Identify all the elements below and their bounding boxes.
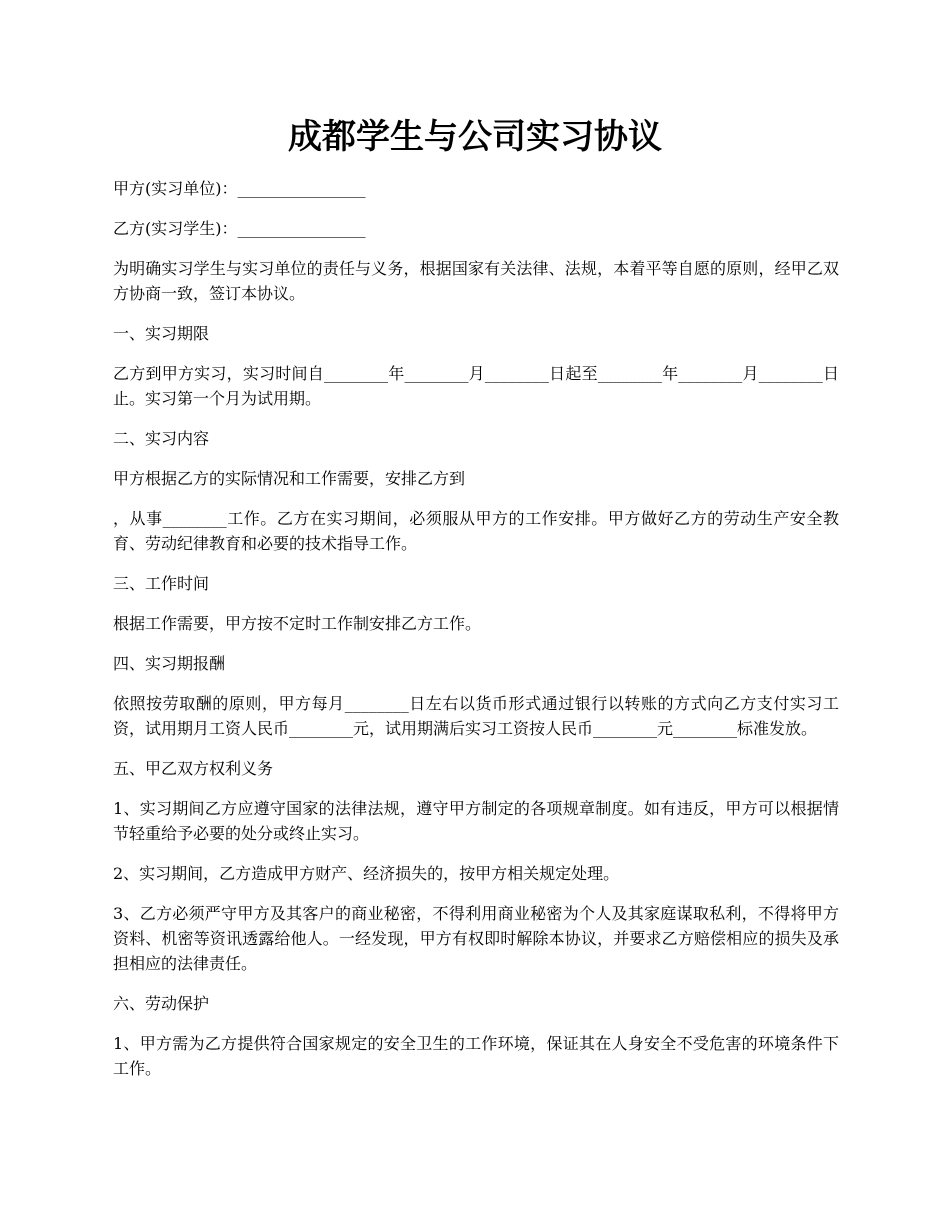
section-heading-protection: 六、劳动保护 (113, 994, 210, 1013)
protection-item-1: 1、甲方需为乙方提供符合国家规定的安全卫生的工作环境，保证其在人身安全不受危害的环境条件下工作。 (113, 1034, 839, 1078)
section-heading-rights: 五、甲乙双方权利义务 (113, 759, 274, 778)
hours-paragraph: 根据工作需要，甲方按不定时工作制安排乙方工作。 (113, 614, 482, 633)
term-paragraph: 乙方到甲方实习，实习时间自________年________月________日起至________年________月________日止。实习第一个月为试用期。 (113, 364, 839, 408)
document-title: 成都学生与公司实习协议 (288, 117, 662, 157)
rights-item-2: 2、实习期间，乙方造成甲方财产、经济损失的，按甲方相关规定处理。 (113, 864, 620, 883)
party-b-line: 乙方(实习学生)：________________ (113, 219, 366, 238)
content-paragraph-2: ，从事________工作。乙方在实习期间，必须服从甲方的工作安排。甲方做好乙方的劳动生产安全教育、劳动纪律教育和必要的技术指导工作。 (113, 509, 839, 553)
party-a-line: 甲方(实习单位)：________________ (113, 179, 366, 198)
section-heading-hours: 三、工作时间 (113, 574, 210, 593)
section-heading-content: 二、实习内容 (113, 429, 210, 448)
section-heading-pay: 四、实习期报酬 (113, 654, 226, 673)
section-heading-term: 一、实习期限 (113, 324, 210, 343)
content-paragraph-1: 甲方根据乙方的实际情况和工作需要，安排乙方到 (113, 469, 466, 488)
preamble-paragraph: 为明确实习学生与实习单位的责任与义务，根据国家有关法律、法规，本着平等自愿的原则，经甲乙双方协商一致，签订本协议。 (113, 259, 839, 303)
rights-item-3: 3、乙方必须严守甲方及其客户的商业秘密，不得利用商业秘密为个人及其家庭谋取私利，不得将甲方资料、机密等资讯透露给他人。一经发现，甲方有权即时解除本协议，并要求乙方赔偿相应的损失及承担相应的法律责任。 (113, 904, 839, 973)
rights-item-1: 1、实习期间乙方应遵守国家的法律法规，遵守甲方制定的各项规章制度。如有违反，甲方可以根据情节轻重给予必要的处分或终止实习。 (113, 799, 839, 843)
pay-paragraph: 依照按劳取酬的原则，甲方每月________日左右以货币形式通过银行以转账的方式向乙方支付实习工资，试用期月工资人民币________元，试用期满后实习工资按人民币________元________标准发放。 (113, 694, 839, 738)
document-body (113, 176, 839, 1096)
